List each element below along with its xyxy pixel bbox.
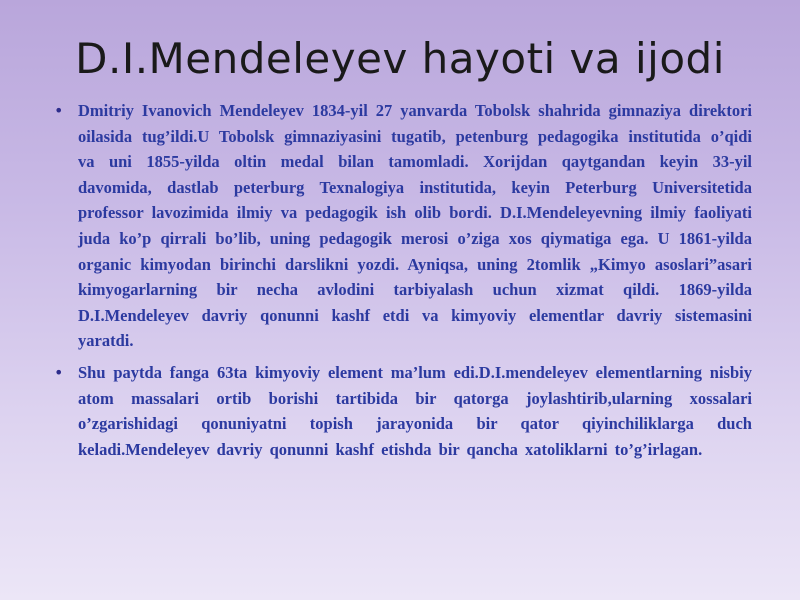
bullet-text-periodic-law: Shu paytda fanga 63ta kimyoviy element ma’lum edi.D.I.mendeleyev elementlarning nisbiy atom massalari ortib borishi tartibida bir qatorga joylashtirib,ularning xossalari o’zgarishidagi qonuniyatni topish jarayonida bir qator qiyinchiliklarga duch keladi.Mendeleyev davriy qonunni kashf etishda bir qancha xatoliklarni to’g’irlagan. [78, 362, 752, 459]
bullet-item-periodic-law [52, 360, 752, 462]
bullet-list [52, 98, 752, 468]
bullet-item-biography [52, 98, 752, 354]
slide-title: D.I.Mendeleyev hayoti va ijodi [75, 34, 725, 83]
bullet-text-biography: Dmitriy Ivanovich Mendeleyev 1834-yil 27 yanvarda Tobolsk shahrida gimnaziya direktori oilasida tug’ildi.U Tobolsk gimnaziyasini tugatib, petenburg pedagogika institutida o’qidi va uni 1855-yilda oltin medal bilan tamomladi. Xorijdan qaytgandan keyin 33-yil davomida, dastlab peterburg Texnalogiya institutida, keyin Peterburg Universitetida professor lavozimida ilmiy va pedagogik ish olib bordi. D.I.Mendeleyevning ilmiy faoliyati juda ko’p qirrali bo’lib, uning pedagogik merosi o’ziga xos qiymatiga ega. U 1861-yilda organic kimyodan birinchi darslikni yozdi. Ayniqsa, uning 2tomlik „Kimyo asoslari”asari kimyogarlarning bir necha avlodini tarbiyalash uchun xizmat qildi. 1869-yilda D.I.Mendeleyev davriy qonunni kashf etdi va kimyoviy elementlar davriy sistemasini yaratdi. [78, 101, 752, 351]
bullet-point-icon: • [54, 101, 64, 120]
bullet-point-icon: • [54, 362, 64, 382]
